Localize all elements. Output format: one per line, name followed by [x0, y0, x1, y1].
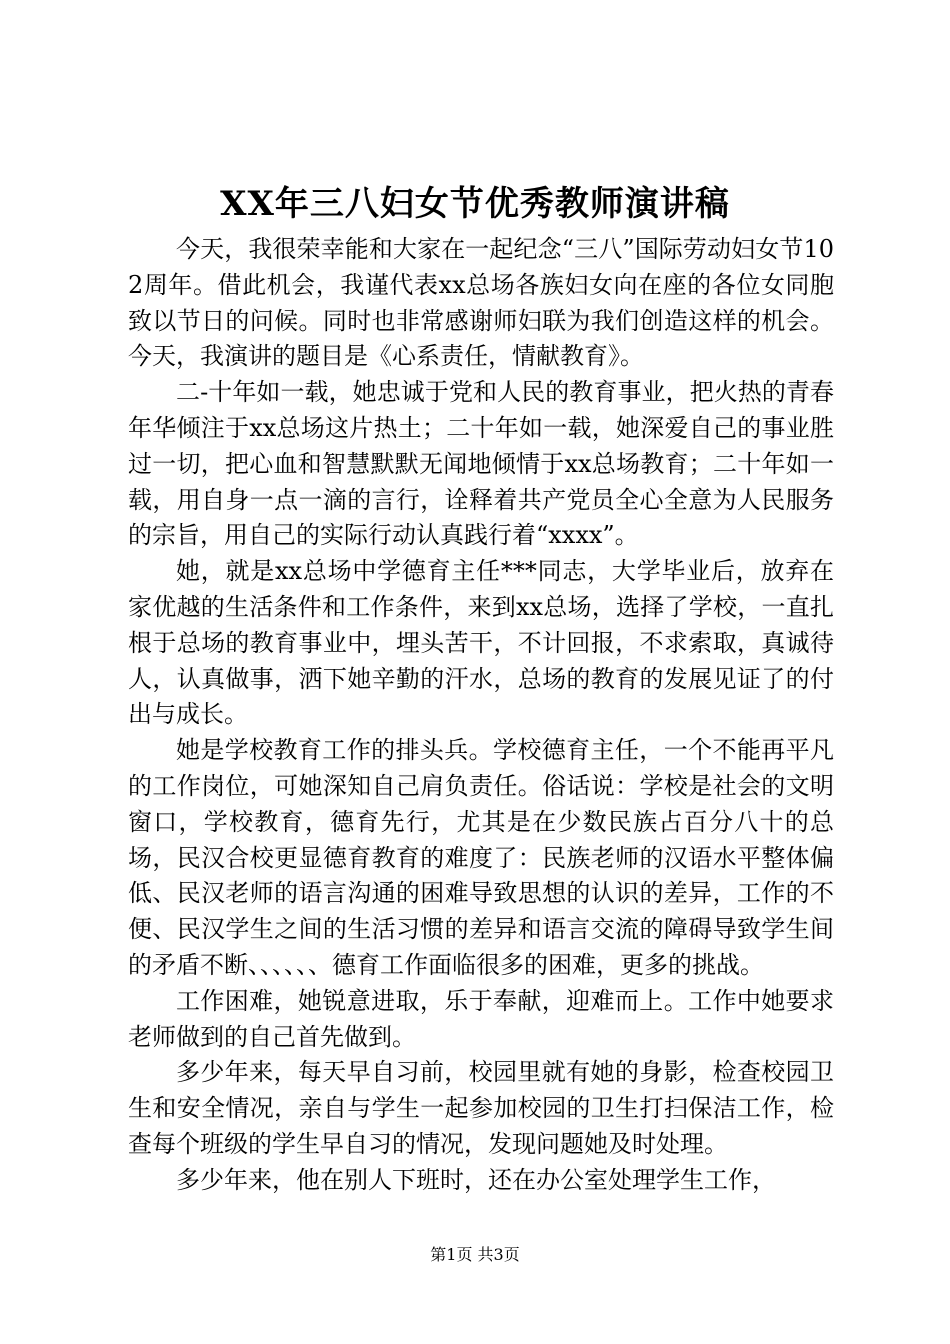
- document-title: XX年三八妇女节优秀教师演讲稿: [220, 184, 730, 224]
- paragraph: 多少年来，每天早自习前，校园里就有她的身影，检查校园卫生和安全情况，亲自与学生一起参加校园的卫生打扫保洁工作，检查每个班级的学生早自习的情况，发现问题她及时处理。: [128, 1058, 834, 1158]
- paragraph: 她，就是xx总场中学德育主任***同志，大学毕业后，放弃在家优越的生活条件和工作条件，来到xx总场，选择了学校，一直扎根于总场的教育事业中，埋头苦干，不计回报，不求索取，真诚待人，认真做事，洒下她辛勤的汗水，总场的教育的发展见证了的付出与成长。: [128, 557, 834, 729]
- page-number-footer: 第1页 共3页: [430, 1245, 520, 1264]
- paragraph: 工作困难，她锐意进取，乐于奉献，迎难而上。工作中她要求老师做到的自己首先做到。: [128, 986, 834, 1051]
- document-body: [128, 232, 834, 1199]
- paragraph: 她是学校教育工作的排头兵。学校德育主任，一个不能再平凡的工作岗位，可她深知自己肩负责任。俗话说：学校是社会的文明窗口，学校教育，德育先行，尤其是在少数民族占百分八十的总场，民汉合校更显德育教育的难度了：民族老师的汉语水平整体偏低、民汉老师的语言沟通的困难导致思想的认识的差异，工作的不便、民汉学生之间的生活习惯的差异和语言交流的障碍导致学生间的矛盾不断、、、、、、德育工作面临很多的困难，更多的挑战。: [128, 736, 834, 979]
- paragraph: 多少年来，他在别人下班时，还在办公室处理学生工作，: [176, 1165, 776, 1194]
- paragraph: 二-十年如一载，她忠诚于党和人民的教育事业，把火热的青春年华倾注于xx总场这片热土；二十年如一载，她深爱自己的事业胜过一切，把心血和智慧默默无闻地倾情于xx总场教育；二十年如一载，用自身一点一滴的言行，诠释着共产党员全心全意为人民服务的宗旨，用自己的实际行动认真践行着“xxxx”。: [128, 378, 834, 550]
- paragraph: 今天，我很荣幸能和大家在一起纪念“三八”国际劳动妇女节102周年。借此机会，我谨代表xx总场各族妇女向在座的各位女同胞致以节日的问候。同时也非常感谢师妇联为我们创造这样的机会。今天，我演讲的题目是《心系责任，情献教育》。: [128, 235, 834, 371]
